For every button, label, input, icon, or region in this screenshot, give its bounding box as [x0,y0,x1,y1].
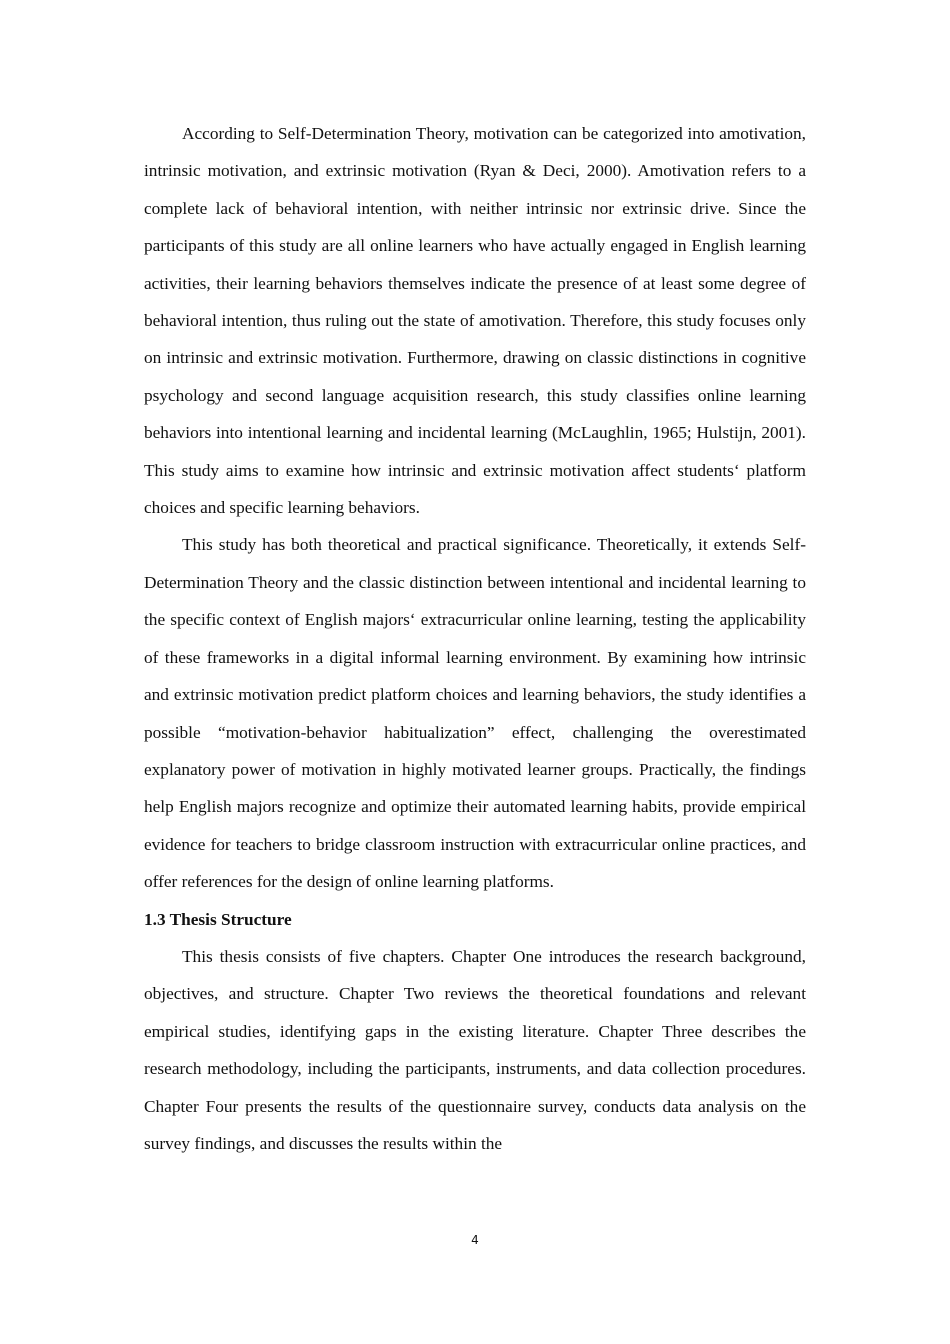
page-body [144,115,806,1162]
page-number: 4 [471,1233,479,1247]
paragraph-significance: This study has both theoretical and practical significance. Theoretically, it extends Self-Determination Theory and the classic distinction between intentional and incidental learning to the specific context of English majors‘ extracurricular online learning, testing the applicability of these frameworks in a digital informal learning environment. By examining how intrinsic and extrinsic motivation predict platform choices and learning behaviors, the study identifies a possible “motivation-behavior habitualization” effect, challenging the overestimated explanatory power of motivation in highly motivated learner groups. Practically, the findings help English majors recognize and optimize their automated learning habits, provide empirical evidence for teachers to bridge classroom instruction with extracurricular online practices, and offer references for the design of online learning platforms. [144,535,806,892]
section-heading: 1.3 Thesis Structure [144,909,292,929]
paragraph-motivation-types: According to Self-Determination Theory, motivation can be categorized into amotivation, intrinsic motivation, and extrinsic motivation (Ryan & Deci, 2000). Amotivation refers to a complete lack of behavioral intention, with neither intrinsic nor extrinsic drive. Since the participants of this study are all online learners who have actually engaged in English learning activities, their learning behaviors themselves indicate the presence of at least some degree of behavioral intention, thus ruling out the state of amotivation. Therefore, this study focuses only on intrinsic and extrinsic motivation. Furthermore, drawing on classic distinctions in cognitive psychology and second language acquisition research, this study classifies online learning behaviors into intentional learning and incidental learning (McLaughlin, 1965; Hulstijn, 2001). This study aims to examine how intrinsic and extrinsic motivation affect students‘ platform choices and specific learning behaviors. [144,124,806,518]
paragraph-thesis-structure: This thesis consists of five chapters. Chapter One introduces the research background, objectives, and structure. Chapter Two reviews the theoretical foundations and relevant empirical studies, identifying gaps in the existing literature. Chapter Three describes the research methodology, including the participants, instruments, and data collection procedures. Chapter Four presents the results of the questionnaire survey, conducts data analysis on the survey findings, and discusses the results within the [144,946,806,1153]
